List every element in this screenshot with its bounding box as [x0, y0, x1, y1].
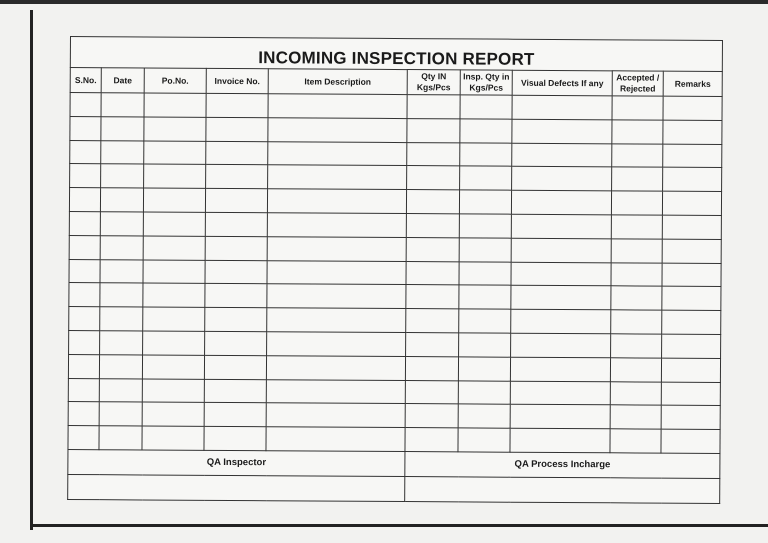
table-cell[interactable]	[266, 427, 405, 452]
table-cell[interactable]	[143, 236, 205, 260]
table-cell[interactable]	[143, 188, 205, 212]
table-cell[interactable]	[610, 381, 661, 405]
column-header: Visual Defects If any	[512, 70, 612, 96]
table-cell[interactable]	[511, 238, 611, 262]
table-cell[interactable]	[407, 142, 460, 166]
table-cell[interactable]	[662, 286, 721, 310]
table-cell[interactable]	[204, 355, 266, 379]
table-cell[interactable]	[512, 143, 612, 167]
table-cell[interactable]	[406, 261, 459, 285]
table-cell[interactable]	[459, 333, 511, 357]
table-cell[interactable]	[206, 117, 268, 141]
table-cell[interactable]	[205, 308, 267, 332]
page-top-edge	[0, 0, 768, 4]
left-margin-rule	[30, 10, 33, 530]
table-cell[interactable]	[143, 307, 205, 331]
table-cell[interactable]	[144, 93, 206, 117]
table-cell[interactable]	[662, 239, 721, 263]
table-cell[interactable]	[612, 143, 663, 167]
table-cell[interactable]	[611, 286, 662, 310]
table-cell[interactable]	[612, 120, 663, 144]
table-cell[interactable]	[142, 379, 204, 403]
table-cell[interactable]	[268, 94, 407, 119]
table-cell[interactable]	[612, 167, 663, 191]
table-cell[interactable]	[267, 213, 406, 238]
table-cell[interactable]	[460, 142, 512, 166]
table-cell[interactable]	[663, 144, 722, 168]
table-cell[interactable]	[459, 261, 511, 285]
table-cell[interactable]	[205, 331, 267, 355]
table-cell[interactable]	[459, 214, 511, 238]
table-cell[interactable]	[268, 165, 407, 190]
table-cell[interactable]	[100, 212, 143, 236]
table-cell[interactable]	[69, 211, 100, 235]
table-cell[interactable]	[99, 378, 142, 402]
column-header: Item Description	[268, 69, 407, 95]
table-cell[interactable]	[144, 117, 206, 141]
table-cell[interactable]	[205, 212, 267, 236]
table-cell[interactable]	[69, 188, 100, 212]
table-cell[interactable]	[204, 426, 266, 450]
table-cell[interactable]	[611, 215, 662, 239]
table-cell[interactable]	[101, 93, 144, 117]
table-cell[interactable]	[267, 308, 406, 333]
table-cell[interactable]	[511, 214, 611, 238]
table-cell[interactable]	[458, 404, 510, 428]
table-cell[interactable]	[511, 309, 611, 333]
table-cell[interactable]	[205, 236, 267, 260]
table-cell[interactable]	[610, 429, 661, 453]
signature-space-row	[68, 474, 720, 503]
column-header: Remarks	[663, 71, 722, 96]
table-cell[interactable]	[662, 263, 721, 287]
table-cell[interactable]	[101, 116, 144, 140]
table-cell[interactable]	[510, 428, 610, 452]
table-cell[interactable]	[611, 262, 662, 286]
table-cell[interactable]	[101, 140, 144, 164]
table-cell[interactable]	[459, 309, 511, 333]
table-cell[interactable]	[511, 333, 611, 357]
table-cell[interactable]	[268, 141, 407, 166]
table-cell[interactable]	[70, 140, 101, 164]
qa-inspector-signature-space[interactable]	[68, 474, 405, 501]
inspection-form	[67, 36, 722, 510]
table-cell[interactable]	[267, 284, 406, 309]
table-cell[interactable]	[460, 166, 512, 190]
table-cell[interactable]	[206, 141, 268, 165]
table-cell[interactable]	[511, 262, 611, 286]
table-cell[interactable]	[661, 382, 720, 406]
table-cell[interactable]	[143, 283, 205, 307]
table-cell[interactable]	[512, 95, 612, 119]
table-cell[interactable]	[611, 310, 662, 334]
table-cell[interactable]	[68, 426, 99, 450]
table-cell[interactable]	[142, 426, 204, 450]
table-cell[interactable]	[266, 403, 405, 428]
table-cell[interactable]	[407, 95, 460, 119]
column-header: Date	[101, 68, 144, 93]
table-cell[interactable]	[69, 259, 100, 283]
table-cell[interactable]	[266, 379, 405, 404]
table-cell[interactable]	[511, 190, 611, 214]
column-header: Po.No.	[144, 68, 206, 93]
table-cell[interactable]	[143, 260, 205, 284]
table-cell[interactable]	[99, 402, 142, 426]
column-header: Accepted / Rejected	[612, 71, 663, 96]
table-cell[interactable]	[459, 285, 511, 309]
table-cell[interactable]	[661, 405, 720, 429]
table-cell[interactable]	[405, 428, 458, 452]
table-cell[interactable]	[406, 285, 459, 309]
table-cell[interactable]	[69, 283, 100, 307]
table-cell[interactable]	[68, 402, 99, 426]
table-cell[interactable]	[205, 189, 267, 213]
table-cell[interactable]	[458, 428, 510, 452]
table-cell[interactable]	[267, 332, 406, 357]
table-cell[interactable]	[100, 188, 143, 212]
table-cell[interactable]	[68, 354, 99, 378]
column-header: Invoice No.	[206, 68, 268, 93]
table-cell[interactable]	[662, 215, 721, 239]
table-cell[interactable]	[610, 358, 661, 382]
table-cell[interactable]	[611, 334, 662, 358]
table-cell[interactable]	[70, 164, 101, 188]
table-cell[interactable]	[663, 120, 722, 144]
table-cell[interactable]	[206, 93, 268, 117]
qa-process-incharge-label: QA Process Incharge	[405, 452, 720, 479]
table-cell[interactable]	[459, 238, 511, 262]
table-cell[interactable]	[68, 378, 99, 402]
table-cell[interactable]	[611, 191, 662, 215]
table-cell[interactable]	[405, 356, 458, 380]
table-cell[interactable]	[267, 236, 406, 261]
table-cell[interactable]	[459, 190, 511, 214]
table-cell[interactable]	[611, 239, 662, 263]
table-cell[interactable]	[70, 116, 101, 140]
table-cell[interactable]	[407, 118, 460, 142]
table-cell[interactable]	[511, 286, 611, 310]
table-cell[interactable]	[100, 283, 143, 307]
table-cell[interactable]	[405, 380, 458, 404]
table-cell[interactable]	[458, 357, 510, 381]
table-cell[interactable]	[99, 426, 142, 450]
table-cell[interactable]	[100, 259, 143, 283]
table-cell[interactable]	[100, 331, 143, 355]
table-cell[interactable]	[69, 307, 100, 331]
table-cell[interactable]	[144, 141, 206, 165]
table-cell[interactable]	[661, 358, 720, 382]
table-cell[interactable]	[101, 164, 144, 188]
column-header: Insp. Qty in Kgs/Pcs	[460, 70, 512, 95]
column-header: Qty IN Kgs/Pcs	[407, 70, 460, 95]
table-cell[interactable]	[460, 119, 512, 143]
table-cell[interactable]	[266, 355, 405, 380]
table-cell[interactable]	[205, 260, 267, 284]
table-cell[interactable]	[510, 357, 610, 381]
table-cell[interactable]	[206, 165, 268, 189]
table-cell[interactable]	[142, 355, 204, 379]
table-cell[interactable]	[267, 260, 406, 285]
column-header: S.No.	[70, 68, 101, 93]
table-cell[interactable]	[510, 405, 610, 429]
table-cell[interactable]	[406, 190, 459, 214]
table-cell[interactable]	[143, 331, 205, 355]
table-cell[interactable]	[204, 403, 266, 427]
table-cell[interactable]	[70, 93, 101, 117]
table-cell[interactable]	[663, 96, 722, 120]
table-cell[interactable]	[69, 235, 100, 259]
table-cell[interactable]	[406, 237, 459, 261]
table-cell[interactable]	[662, 191, 721, 215]
table-cell[interactable]	[663, 168, 722, 192]
table-cell[interactable]	[512, 119, 612, 143]
table-cell[interactable]	[458, 380, 510, 404]
table-cell[interactable]	[512, 167, 612, 191]
table-cell[interactable]	[143, 212, 205, 236]
table-cell[interactable]	[204, 379, 266, 403]
table-cell[interactable]	[662, 334, 721, 358]
table-cell[interactable]	[406, 309, 459, 333]
table-cell[interactable]	[610, 405, 661, 429]
table-cell[interactable]	[100, 235, 143, 259]
table-cell[interactable]	[661, 429, 720, 453]
table-cell[interactable]	[612, 96, 663, 120]
table-cell[interactable]	[662, 310, 721, 334]
table-cell[interactable]	[268, 118, 407, 143]
table-cell[interactable]	[99, 354, 142, 378]
table-cell[interactable]	[142, 402, 204, 426]
table-cell[interactable]	[407, 166, 460, 190]
table-cell[interactable]	[406, 333, 459, 357]
table-cell[interactable]	[267, 189, 406, 214]
bottom-margin-rule	[30, 524, 768, 527]
qa-inspector-label: QA Inspector	[68, 449, 405, 476]
table-cell[interactable]	[460, 95, 512, 119]
table-cell[interactable]	[405, 404, 458, 428]
title-row	[70, 37, 722, 72]
table-cell[interactable]	[69, 330, 100, 354]
table-cell[interactable]	[100, 307, 143, 331]
table-cell[interactable]	[144, 164, 206, 188]
qa-process-incharge-signature-space[interactable]	[405, 477, 720, 504]
table-cell[interactable]	[205, 284, 267, 308]
table-cell[interactable]	[406, 214, 459, 238]
table-cell[interactable]	[510, 381, 610, 405]
inspection-table	[67, 36, 723, 504]
report-title: INCOMING INSPECTION REPORT	[70, 37, 722, 72]
